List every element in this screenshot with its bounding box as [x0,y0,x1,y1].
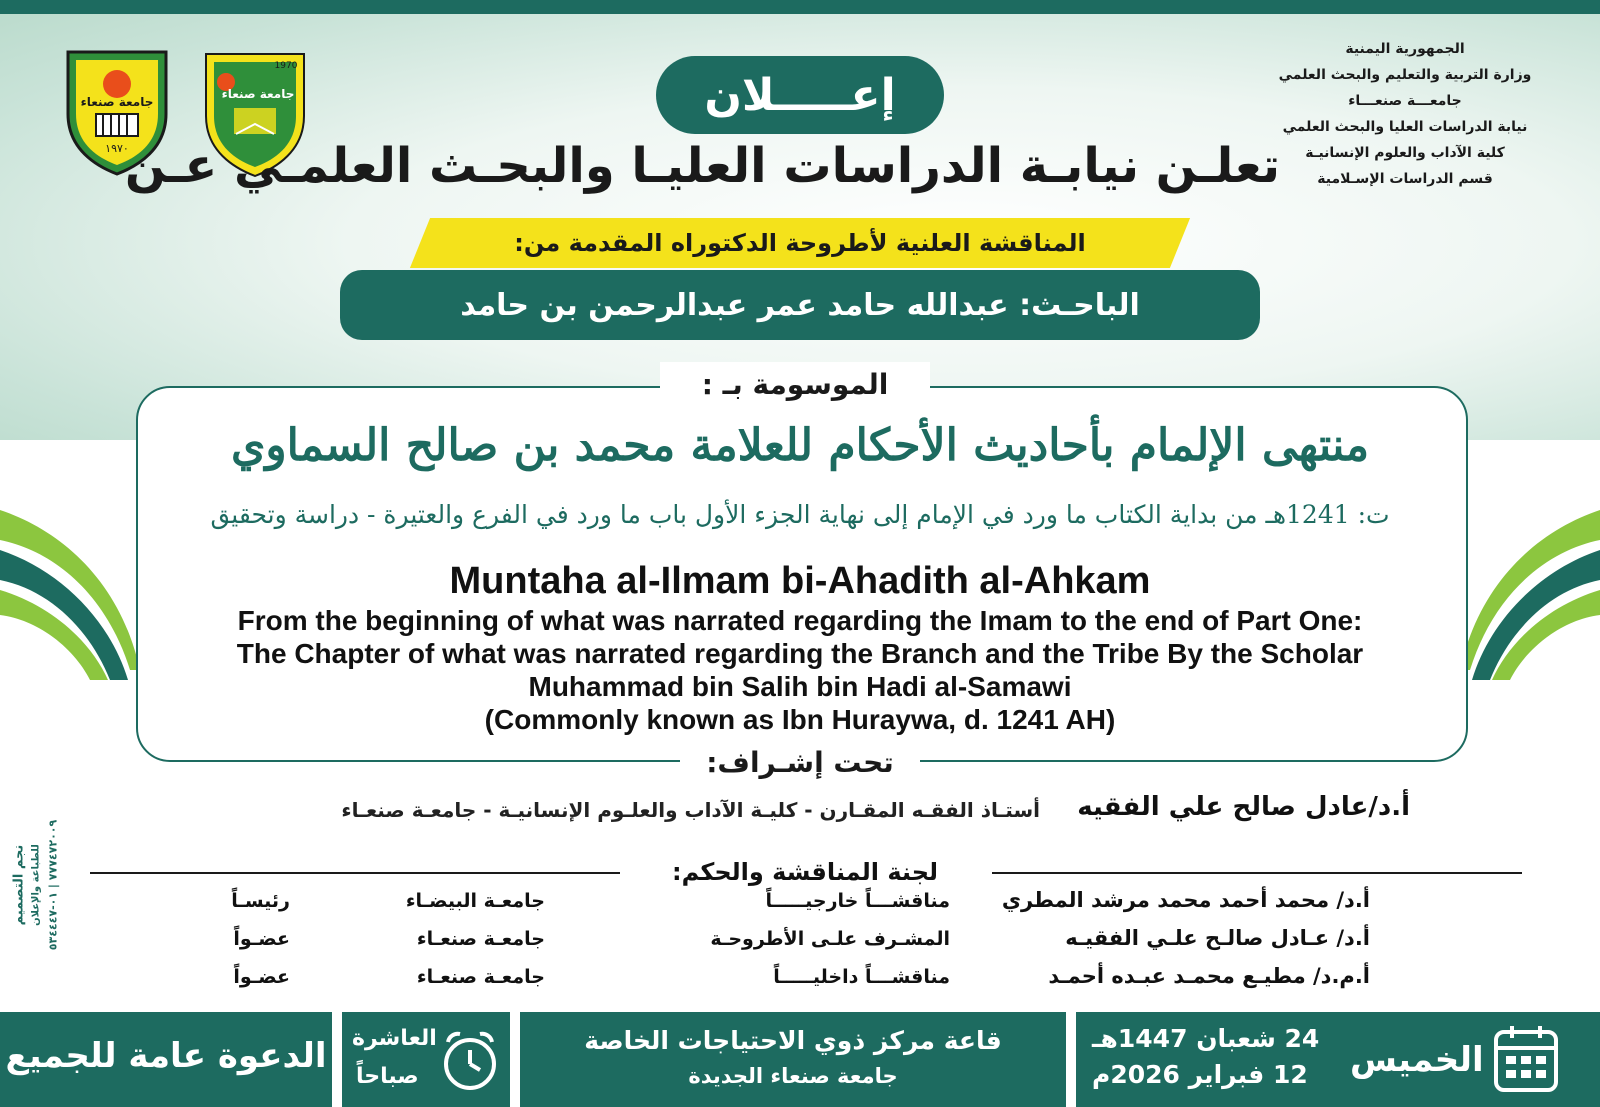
faculty-logo-year: 1970 [274,61,298,71]
committee-member-position: عضـواً [233,966,290,988]
university-logo-name: جامعة صنعاء [80,95,154,109]
event-venue-sub: جامعة صنعاء الجديدة [688,1064,898,1088]
researcher-name: الباحـث: عبدالله حامد عمر عبدالرحمن بن حامد [340,270,1260,340]
ministry-line: قسم الدراسات الإسـلامية [1317,171,1493,187]
ministry-header [1250,36,1560,192]
committee-member-university: جامعـة صنعـاء [416,966,545,988]
committee-member-university: جامعـة البيضـاء [405,890,545,912]
thesis-english-line: From the beginning of what was narrated regarding the Imam to the end of Part One: [237,605,1363,636]
supervision-label: تحت إشـراف: [680,742,920,782]
committee-divider-left [90,872,620,874]
subheadline: المناقشة العلنية لأطروحة الدكتوراه المقدمة من: [514,229,1086,257]
thesis-arabic-title: منتهى الإلمام بأحاديث الأحكام للعلامة محمد بن صالح السماوي [230,420,1370,471]
public-invitation: الدعوة عامة للجميع [5,1036,327,1076]
committee-member-university: جامعـة صنعـاء [416,928,545,950]
committee-member-name: أ.د/ عـادل صالـح علـي الفقيـه [1065,926,1370,950]
event-day: الخميس [1350,1040,1484,1080]
designer-phones: ٧٧٧٤٧٢٠٠٩ | ٠١-٥٣٤٤٤٧ [46,819,60,951]
thesis-english-line: The Chapter of what was narrated regarding the Branch and the Tribe By the Scholar [236,638,1364,669]
ministry-line: الجمهورية اليمنية [1345,41,1465,57]
designer-studio: نجم التصميم [11,844,27,926]
thesis-english-line: (Commonly known as Ibn Huraywa, d. 1241 AH) [484,704,1116,735]
committee-member-name: أ.م.د/ مطيـع محمـد عبـده أحمـد [1048,964,1370,988]
supervisor-title: أستـاذ الفقـه المقـارن - كليـة الآداب والعلـوم الإنسانيـة - جامعـة صنعـاء [341,798,1040,822]
ministry-line: وزارة التربية والتعليم والبحث العلمي [1278,67,1532,83]
top-strip [0,0,1600,14]
event-time-hour: العاشرة [352,1026,437,1051]
titled-label: الموسومة بـ : [660,362,930,406]
designer-credit [11,780,60,990]
committee-label: لجنة المناقشة والحكم: [671,858,939,886]
committee-member-role: المشـرف علـى الأطروحـة [710,928,950,950]
designer-tagline: للطباعة والإعلان [30,844,42,926]
event-hijri-date: 24 شعبان 1447هـ [1092,1024,1320,1053]
ministry-line: كلية الآداب والعلوم الإنسانيـة [1305,145,1505,161]
supervisor-name: أ.د/عادل صالح علي الفقيه [1077,792,1410,822]
committee-member-name: أ.د/ محمد أحمد محمد مرشد المطري [1001,888,1370,912]
headline: تعلـن نيابـة الدراسات العليـا والبحـث العلمـي عـن [124,138,1280,194]
thesis-english-title: Muntaha al-Ilmam bi-Ahadith al-Ahkam [449,560,1151,602]
committee-member-role: مناقشـــاً خارجيـــــاً [765,890,950,912]
thesis-english-line: Muhammad bin Salih bin Hadi al-Samawi [528,671,1072,702]
calendar-icon [1492,1022,1560,1094]
committee-member-position: رئيسـاً [231,890,290,912]
event-time-period: صباحاً [356,1064,419,1089]
ministry-line: نيابة الدراسات العليا والبحث العلمي [1282,119,1528,135]
clock-icon [440,1028,500,1092]
committee-member-position: عضـواً [233,928,290,950]
event-venue: قاعة مركز ذوي الاحتياجات الخاصة [584,1026,1002,1055]
university-logo-year: ١٩٧٠ [105,142,129,155]
announcement-badge: إعـــــلان [656,56,944,134]
event-gregorian-date: 12 فبراير 2026م [1092,1060,1308,1089]
ministry-line: جامعـــة صنعـــاء [1348,93,1462,109]
committee-divider-right [992,872,1522,874]
faculty-logo-name: جامعة صنعاء [221,87,295,101]
committee-member-role: مناقشـــاً داخليـــــاً [773,966,950,988]
thesis-arabic-subtitle: ت: 1241هـ من بداية الكتاب ما ورد في الإمام إلى نهاية الجزء الأول باب ما ورد في الفرع والعتيرة - دراسة وتحقيق [210,500,1390,529]
